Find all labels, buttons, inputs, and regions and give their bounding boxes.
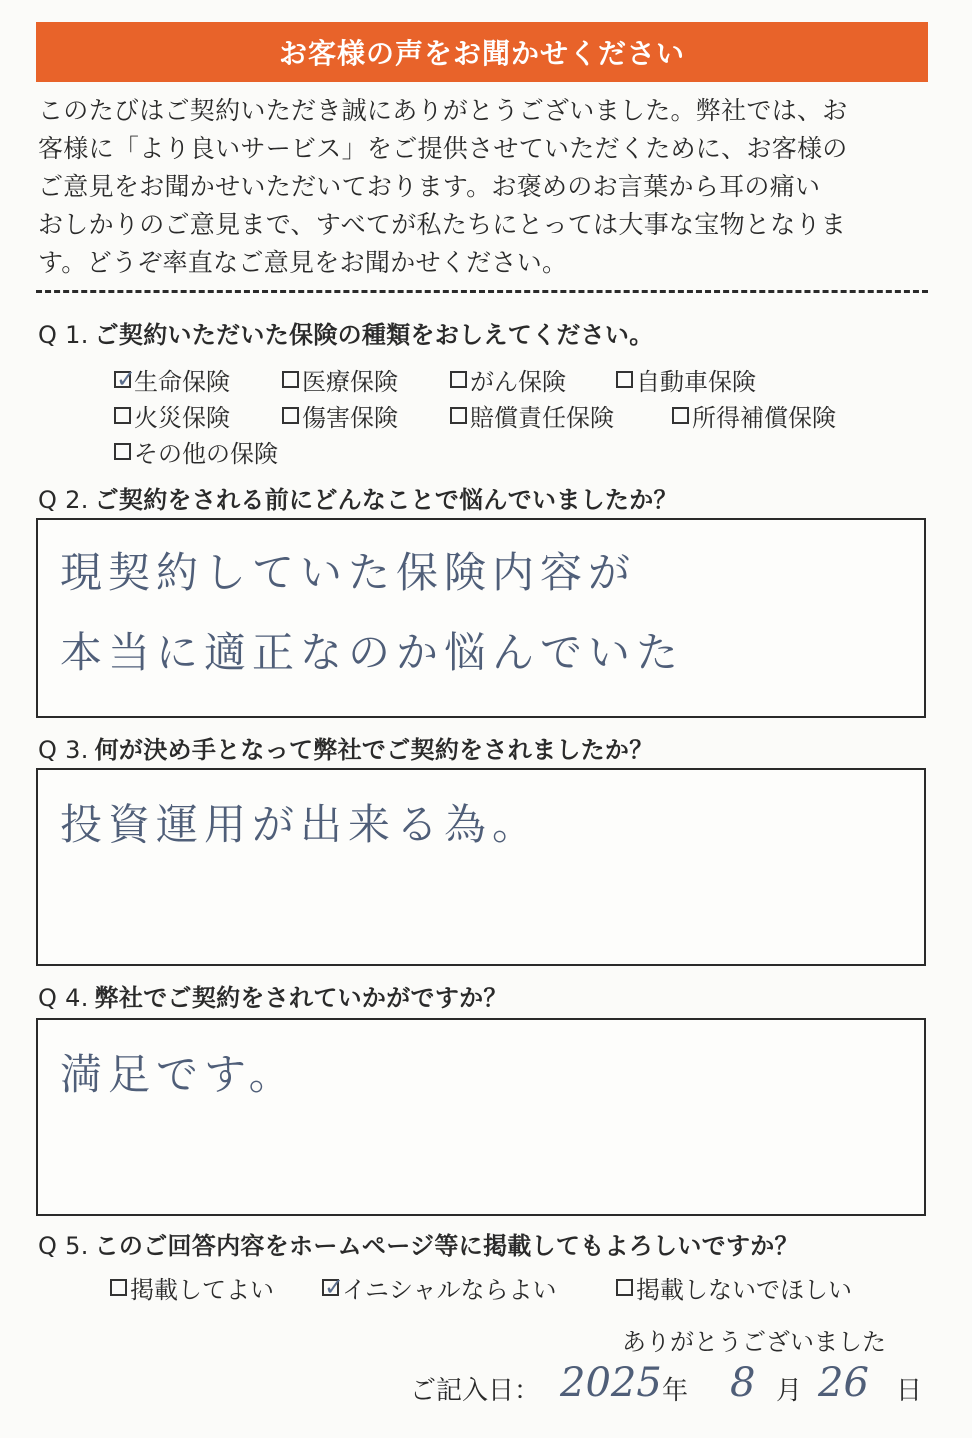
intro-line: おしかりのご意見まで、すべてが私たちにとっては大事な宝物となりま	[38, 210, 847, 239]
handwritten-answer-line: 現契約していた保険内容が	[60, 548, 637, 597]
question-text: ご契約いただいた保険の種類をおしえてください。	[94, 321, 654, 349]
intro-text	[38, 92, 928, 282]
question-text: ご契約をされる前にどんなことで悩んでいましたか？	[94, 486, 678, 514]
option-medical-insurance[interactable]	[282, 362, 398, 397]
question-number: Q 4.	[38, 984, 89, 1012]
option-fire-insurance[interactable]	[114, 398, 230, 433]
date-month-unit: 月	[776, 1376, 803, 1406]
dashed-divider	[36, 290, 928, 293]
question-3	[38, 730, 654, 765]
checkbox[interactable]	[110, 1279, 127, 1296]
question-1	[38, 315, 654, 350]
option-cancer-insurance[interactable]	[450, 362, 566, 397]
date-year: 2025	[560, 1360, 662, 1406]
option-do-not-publish[interactable]	[616, 1270, 852, 1305]
option-life-insurance[interactable]	[114, 362, 230, 397]
intro-line: このたびはご契約いただき誠にありがとうございました。弊社では、お	[38, 96, 848, 125]
date-month: 8	[730, 1360, 756, 1406]
answer-box-q4[interactable]	[36, 1018, 926, 1216]
option-label: 自動車保険	[636, 368, 756, 396]
answer-box-q2[interactable]	[36, 518, 926, 718]
option-income-insurance[interactable]	[672, 398, 836, 433]
checkbox[interactable]	[322, 1273, 345, 1301]
date-year-unit: 年	[662, 1376, 689, 1406]
question-text: このご回答内容をホームページ等に掲載してもよろしいですか？	[94, 1232, 799, 1260]
question-number: Q 5.	[38, 1232, 89, 1260]
option-liability-insurance[interactable]	[450, 398, 614, 433]
date-day: 26	[818, 1360, 869, 1406]
question-number: Q 1.	[38, 321, 89, 349]
checkbox[interactable]	[450, 407, 467, 424]
question-2	[38, 480, 678, 515]
handwritten-answer-line: 本当に適正なのか悩んでいた	[60, 628, 685, 677]
question-text: 何が決め手となって弊社でご契約をされましたか？	[94, 736, 654, 764]
option-label: 火災保険	[134, 404, 230, 432]
checkbox[interactable]	[282, 371, 299, 388]
question-5	[38, 1226, 799, 1261]
question-4	[38, 978, 508, 1013]
option-initials-ok[interactable]	[322, 1270, 557, 1305]
answer-box-q3[interactable]	[36, 768, 926, 966]
option-label: 生命保険	[134, 368, 230, 396]
checkbox[interactable]	[114, 443, 131, 460]
checkbox[interactable]	[616, 1279, 633, 1296]
option-publish-ok[interactable]	[110, 1270, 274, 1305]
option-label: 傷害保険	[302, 404, 398, 432]
checkbox[interactable]	[616, 371, 633, 388]
date-label: ご記入日：	[410, 1376, 541, 1406]
handwritten-answer: 満足です。	[60, 1050, 297, 1099]
option-auto-insurance[interactable]	[616, 362, 756, 397]
option-label: 掲載してよい	[130, 1276, 274, 1304]
intro-line: 客様に「より良いサービス」をご提供させていただくために、お客様の	[38, 134, 848, 163]
option-other-insurance[interactable]	[114, 434, 278, 469]
option-label: 医療保険	[302, 368, 398, 396]
option-label: その他の保険	[134, 440, 278, 468]
option-label: 掲載しないでほしい	[636, 1276, 852, 1304]
option-label: がん保険	[470, 368, 566, 396]
checkbox[interactable]	[672, 407, 689, 424]
thanks-text: ありがとうございました	[622, 1328, 886, 1356]
option-label: 所得補償保険	[692, 404, 836, 432]
date-day-unit: 日	[896, 1376, 923, 1406]
checkmark-icon: ✓	[324, 1273, 345, 1301]
checkbox[interactable]	[282, 407, 299, 424]
question-number: Q 3.	[38, 736, 89, 764]
checkmark-icon: ✓	[116, 365, 137, 393]
checkbox[interactable]	[114, 407, 131, 424]
header-banner	[36, 22, 928, 82]
checkbox[interactable]	[114, 365, 137, 393]
question-text: 弊社でご契約をされていかがですか？	[94, 984, 508, 1012]
option-label: 賠償責任保険	[470, 404, 614, 432]
option-injury-insurance[interactable]	[282, 398, 398, 433]
header-title: お客様の声をお聞かせください	[278, 37, 685, 70]
handwritten-answer: 投資運用が出来る為。	[60, 800, 541, 849]
intro-line: ご意見をお聞かせいただいております。お褒めのお言葉から耳の痛い	[38, 172, 821, 201]
question-number: Q 2.	[38, 486, 89, 514]
checkbox[interactable]	[450, 371, 467, 388]
intro-line: す。どうぞ率直なご意見をお聞かせください。	[38, 248, 568, 277]
option-label: イニシャルならよい	[342, 1276, 557, 1304]
